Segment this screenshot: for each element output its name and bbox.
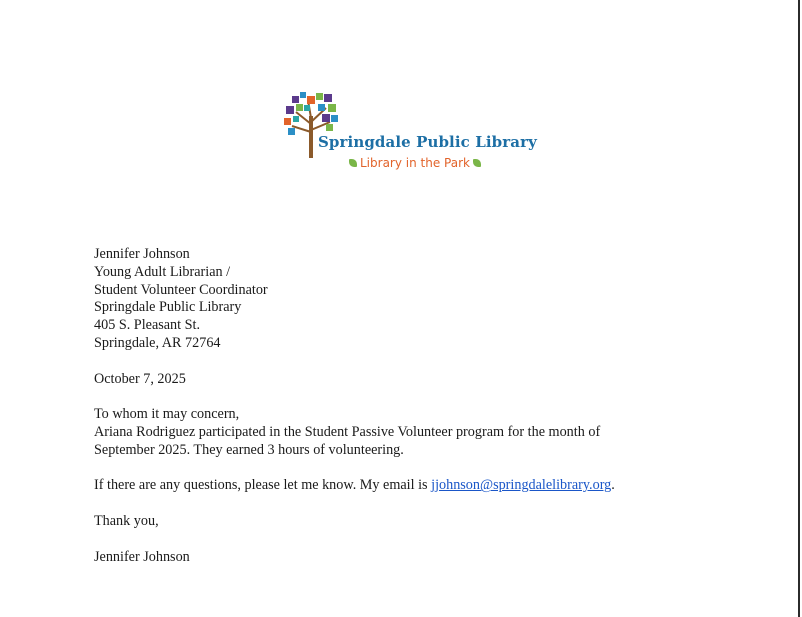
questions-line — [94, 477, 734, 495]
sender-title-line2: Student Volunteer Coordinator — [94, 281, 268, 298]
email-link[interactable]: jjohnson@springdalelibrary.org — [431, 477, 612, 494]
sender-name: Jennifer Johnson — [94, 246, 190, 262]
questions-suffix: . — [611, 477, 615, 494]
sender-street: 405 S. Pleasant St. — [94, 317, 201, 334]
questions-prefix: If there are any questions, please let me know. My email is — [94, 477, 432, 494]
paragraph-line-2: September 2025. They earned 3 hours of volunteering. — [94, 441, 404, 458]
letter-body — [94, 246, 734, 566]
closing: Thank you, — [94, 512, 159, 529]
library-logo — [282, 88, 537, 173]
signature: Jennifer Johnson — [94, 548, 190, 565]
sender-organization: Springdale Public Library — [94, 299, 242, 316]
paragraph-line-1: Ariana Rodriguez participated in the Student Passive Volunteer program for the month of — [94, 423, 601, 440]
leaf-right-icon — [473, 159, 481, 167]
library-name: Springdale Public Library — [318, 133, 537, 151]
sender-city-state-zip: Springdale, AR 72764 — [94, 334, 221, 351]
sender-title-line1: Young Adult Librarian / — [94, 263, 231, 280]
letter-date: October 7, 2025 — [94, 370, 186, 387]
tagline-row — [349, 156, 481, 170]
leaf-left-icon — [349, 159, 357, 167]
salutation: To whom it may concern, — [94, 406, 240, 423]
library-tagline: Library in the Park — [360, 156, 470, 170]
